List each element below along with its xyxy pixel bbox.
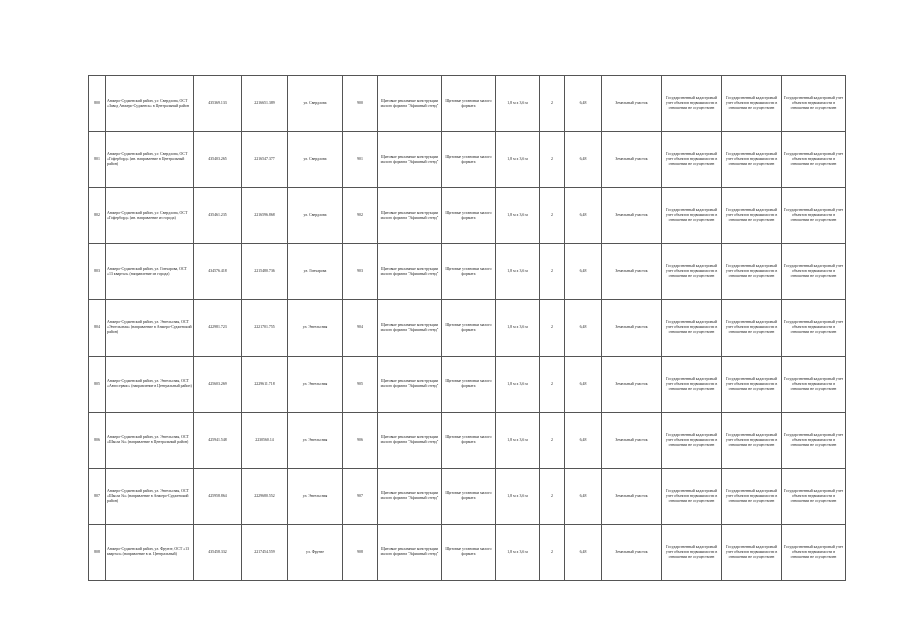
row-coord-y: 2216651.389 [242, 76, 288, 132]
row-area: 6,48 [565, 524, 602, 580]
row-format: Щитовые установки малого формата [442, 132, 496, 188]
row-construction-type: Щитовые рекламные конструкции малого формата "Афишный стенд" [378, 300, 442, 356]
row-area: 6,48 [565, 188, 602, 244]
row-land-type: Земельный участок [602, 76, 662, 132]
row-cadastral-note-3: Государственный кадастровый учет объектов недвижимости в отношении не осуществлен [782, 300, 846, 356]
row-land-type: Земельный участок [602, 412, 662, 468]
row-format: Щитовые установки малого формата [442, 468, 496, 524]
row-sides: 2 [540, 132, 565, 188]
row-sides: 2 [540, 524, 565, 580]
row-construction-type: Щитовые рекламные конструкции малого формата "Афишный стенд" [378, 524, 442, 580]
row-coord-x: 435458.332 [194, 524, 242, 580]
row-cadastral-note-2: Государственный кадастровый учет объектов недвижимости в отношении не осуществлен [722, 132, 782, 188]
row-area: 6,48 [565, 132, 602, 188]
row-size: 1,8 м х 3,6 м [496, 468, 540, 524]
row-sides: 2 [540, 300, 565, 356]
row-land-type: Земельный участок [602, 132, 662, 188]
row-cadastral-note-1: Государственный кадастровый учет объектов недвижимости в отношении не осуществлен [662, 468, 722, 524]
row-cadastral-note-3: Государственный кадастровый учет объектов недвижимости в отношении не осуществлен [782, 468, 846, 524]
row-area: 6,48 [565, 76, 602, 132]
row-format: Щитовые установки малого формата [442, 76, 496, 132]
row-size: 1,8 м х 3,6 м [496, 356, 540, 412]
row-size: 1,8 м х 3,6 м [496, 300, 540, 356]
row-area: 6,48 [565, 468, 602, 524]
row-coord-y: 2216596.868 [242, 188, 288, 244]
row-street: ул. Свердлова [288, 188, 343, 244]
row-construction-type: Щитовые рекламные конструкции малого формата "Афишный стенд" [378, 412, 442, 468]
row-size: 1,8 м х 3,6 м [496, 244, 540, 300]
row-sides: 2 [540, 76, 565, 132]
row-address: Анжеро-Судженский район, ул. Энгельсная, ОСТ «Школа №» (направление в Центральный район) [106, 412, 194, 468]
row-construction-type: Щитовые рекламные конструкции малого формата "Афишный стенд" [378, 132, 442, 188]
row-size: 1,8 м х 3,6 м [496, 524, 540, 580]
row-id: 905 [343, 356, 378, 412]
row-street: ул. Энгельсная [288, 412, 343, 468]
row-cadastral-note-3: Государственный кадастровый учет объектов недвижимости в отношении не осуществлен [782, 524, 846, 580]
row-land-type: Земельный участок [602, 300, 662, 356]
row-address: Анжеро-Судженский район, ул. Энгельсная, ОСТ «Автосервис» (направление в Центральный район) [106, 356, 194, 412]
row-cadastral-note-2: Государственный кадастровый учет объектов недвижимости в отношении не осуществлен [722, 244, 782, 300]
row-street: ул. Фрунзе [288, 524, 343, 580]
table-row [89, 76, 846, 132]
row-address: Анжеро-Судженский район, у.г. Свердлова, ОСТ «Гоферборд» (ин. направление из города) [106, 188, 194, 244]
row-id: 908 [343, 524, 378, 580]
row-land-type: Земельный участок [602, 524, 662, 580]
row-id: 904 [343, 300, 378, 356]
row-format: Щитовые установки малого формата [442, 524, 496, 580]
row-coord-y: 2215480.736 [242, 244, 288, 300]
row-coord-y: 2216547.377 [242, 132, 288, 188]
row-format: Щитовые установки малого формата [442, 188, 496, 244]
row-cadastral-note-3: Государственный кадастровый учет объектов недвижимости в отношении не осуществлен [782, 132, 846, 188]
row-sides: 2 [540, 412, 565, 468]
row-number: 807 [89, 468, 106, 524]
row-area: 6,48 [565, 244, 602, 300]
row-size: 1,8 м х 3,6 м [496, 76, 540, 132]
row-address: Анжеро-Судженский район, ул. Энгельсная, ОСТ «Школа №» (направление в Анжеро-Судженский район) [106, 468, 194, 524]
row-format: Щитовые установки малого формата [442, 356, 496, 412]
row-street: ул. Энгельсная [288, 356, 343, 412]
row-street: ул. Гончарова [288, 244, 343, 300]
row-cadastral-note-1: Государственный кадастровый учет объектов недвижимости в отношении не осуществлен [662, 76, 722, 132]
row-number: 801 [89, 132, 106, 188]
row-cadastral-note-3: Государственный кадастровый учет объектов недвижимости в отношении не осуществлен [782, 76, 846, 132]
row-cadastral-note-3: Государственный кадастровый учет объектов недвижимости в отношении не осуществлен [782, 188, 846, 244]
row-id: 903 [343, 244, 378, 300]
row-cadastral-note-2: Государственный кадастровый учет объектов недвижимости в отношении не осуществлен [722, 188, 782, 244]
row-construction-type: Щитовые рекламные конструкции малого формата "Афишный стенд" [378, 468, 442, 524]
row-number: 802 [89, 188, 106, 244]
row-area: 6,48 [565, 356, 602, 412]
row-number: 806 [89, 412, 106, 468]
row-cadastral-note-1: Государственный кадастровый учет объектов недвижимости в отношении не осуществлен [662, 188, 722, 244]
row-cadastral-note-3: Государственный кадастровый учет объектов недвижимости в отношении не осуществлен [782, 244, 846, 300]
row-format: Щитовые установки малого формата [442, 244, 496, 300]
row-sides: 2 [540, 468, 565, 524]
table-row [89, 244, 846, 300]
row-cadastral-note-2: Государственный кадастровый учет объектов недвижимости в отношении не осуществлен [722, 300, 782, 356]
row-number: 800 [89, 76, 106, 132]
row-id: 902 [343, 188, 378, 244]
row-coord-y: 2217454.559 [242, 524, 288, 580]
row-coord-x: 422981.723 [194, 300, 242, 356]
row-cadastral-note-1: Государственный кадастровый учет объектов недвижимости в отношении не осуществлен [662, 356, 722, 412]
row-address: Анжеро-Судженский район, у.г. Свердлова, ОСТ «Гоферборд» (ин. направление в Центральный район) [106, 132, 194, 188]
row-cadastral-note-1: Государственный кадастровый учет объектов недвижимости в отношении не осуществлен [662, 244, 722, 300]
row-cadastral-note-1: Государственный кадастровый учет объектов недвижимости в отношении не осуществлен [662, 412, 722, 468]
row-coord-x: 425958.864 [194, 468, 242, 524]
row-coord-x: 435369.133 [194, 76, 242, 132]
row-address: Анжеро-Судженский район, ул. Энгельсная, ОСТ «Энгельсная» (направление в Анжеро-Судженский район) [106, 300, 194, 356]
row-number: 808 [89, 524, 106, 580]
row-construction-type: Щитовые рекламные конструкции малого формата "Афишный стенд" [378, 356, 442, 412]
row-coord-y: 2229611.718 [242, 356, 288, 412]
row-cadastral-note-1: Государственный кадастровый учет объектов недвижимости в отношении не осуществлен [662, 524, 722, 580]
row-land-type: Земельный участок [602, 468, 662, 524]
row-coord-y: 2221701.755 [242, 300, 288, 356]
row-number: 805 [89, 356, 106, 412]
row-cadastral-note-3: Государственный кадастровый учет объектов недвижимости в отношении не осуществлен [782, 356, 846, 412]
row-street: ул. Энгельсная [288, 300, 343, 356]
row-number: 803 [89, 244, 106, 300]
row-cadastral-note-2: Государственный кадастровый учет объектов недвижимости в отношении не осуществлен [722, 76, 782, 132]
table-row [89, 524, 846, 580]
row-format: Щитовые установки малого формата [442, 300, 496, 356]
row-land-type: Земельный участок [602, 244, 662, 300]
registry-table [88, 75, 846, 581]
table-body [89, 76, 846, 581]
row-id: 907 [343, 468, 378, 524]
row-id: 906 [343, 412, 378, 468]
row-size: 1,8 м х 3,6 м [496, 132, 540, 188]
row-area: 6,48 [565, 412, 602, 468]
row-street: ул. Свердлова [288, 132, 343, 188]
table-row [89, 132, 846, 188]
table-row [89, 468, 846, 524]
row-construction-type: Щитовые рекламные конструкции малого формата "Афишный стенд" [378, 188, 442, 244]
row-cadastral-note-1: Государственный кадастровый учет объектов недвижимости в отношении не осуществлен [662, 132, 722, 188]
row-coord-x: 435461.235 [194, 188, 242, 244]
row-coord-x: 425603.269 [194, 356, 242, 412]
row-coord-x: 425941.548 [194, 412, 242, 468]
row-size: 1,8 м х 3,6 м [496, 412, 540, 468]
row-land-type: Земельный участок [602, 356, 662, 412]
row-number: 804 [89, 300, 106, 356]
row-construction-type: Щитовые рекламные конструкции малого формата "Афишный стенд" [378, 244, 442, 300]
row-cadastral-note-2: Государственный кадастровый учет объектов недвижимости в отношении не осуществлен [722, 412, 782, 468]
row-address: Анжеро-Судженский район, у.г. Свердлова, ОСТ «Завод Анжеро-Судженск» в Центральный район [106, 76, 194, 132]
row-sides: 2 [540, 188, 565, 244]
row-address: Анжеро-Судженский район, ул. Гончарова, ОСТ «13 квартал» (направление из города) [106, 244, 194, 300]
row-address: Анжеро-Судженский район, ул. Фрунзе, ОСТ «13 квартал» (направление в м. Центральный) [106, 524, 194, 580]
row-coord-y: 2230560.14 [242, 412, 288, 468]
table-row [89, 356, 846, 412]
row-cadastral-note-3: Государственный кадастровый учет объектов недвижимости в отношении не осуществлен [782, 412, 846, 468]
row-format: Щитовые установки малого формата [442, 412, 496, 468]
table-row [89, 300, 846, 356]
row-cadastral-note-2: Государственный кадастровый учет объектов недвижимости в отношении не осуществлен [722, 524, 782, 580]
row-sides: 2 [540, 244, 565, 300]
row-cadastral-note-1: Государственный кадастровый учет объектов недвижимости в отношении не осуществлен [662, 300, 722, 356]
row-construction-type: Щитовые рекламные конструкции малого формата "Афишный стенд" [378, 76, 442, 132]
row-cadastral-note-2: Государственный кадастровый учет объектов недвижимости в отношении не осуществлен [722, 468, 782, 524]
row-street: ул. Энгельсная [288, 468, 343, 524]
row-coord-x: 434576.418 [194, 244, 242, 300]
row-coord-y: 2229680.552 [242, 468, 288, 524]
row-cadastral-note-2: Государственный кадастровый учет объектов недвижимости в отношении не осуществлен [722, 356, 782, 412]
row-size: 1,8 м х 3,6 м [496, 188, 540, 244]
row-land-type: Земельный участок [602, 188, 662, 244]
row-area: 6,48 [565, 300, 602, 356]
row-sides: 2 [540, 356, 565, 412]
row-id: 901 [343, 132, 378, 188]
table-row [89, 412, 846, 468]
table-row [89, 188, 846, 244]
row-street: ул. Свердлова [288, 76, 343, 132]
row-id: 900 [343, 76, 378, 132]
row-coord-x: 435403.265 [194, 132, 242, 188]
